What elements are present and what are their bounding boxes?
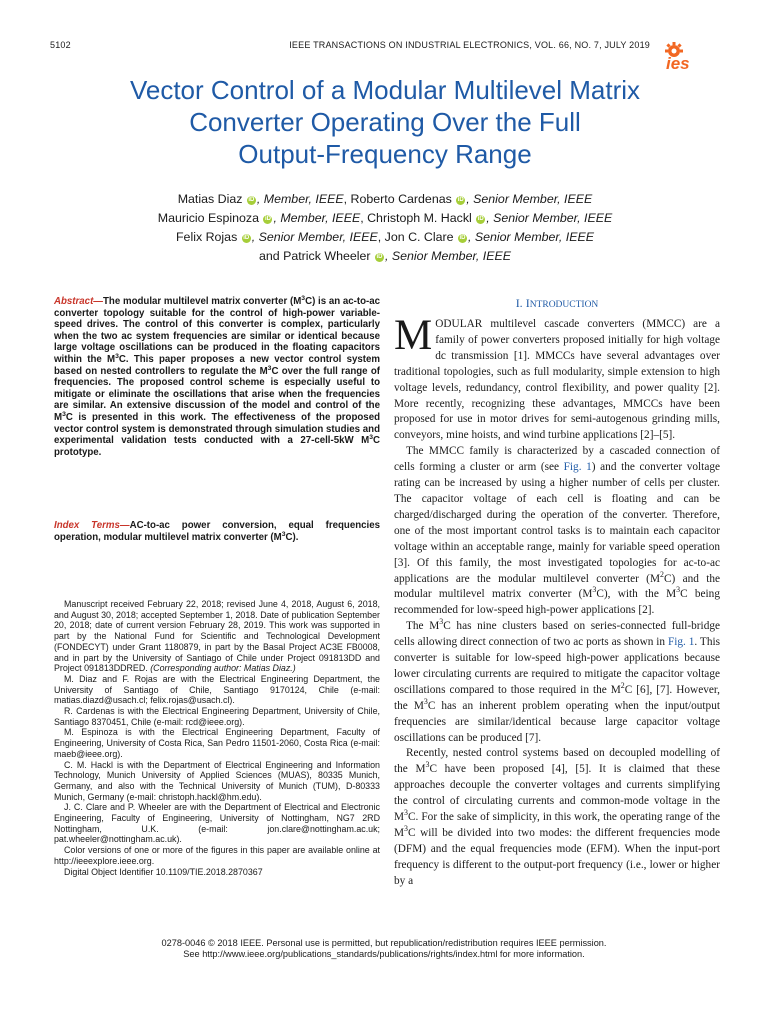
abstract-label: Abstract— [54,296,103,307]
author-name: Felix Rojas [175,230,238,244]
figure-link[interactable]: Fig. 1 [563,461,592,474]
author-list: Matias Diaz iD , Member, IEEE, Roberto Cardenas iD , Senior Member, IEEE Mauricio Espinoza iD , Member, IEEE, Christoph M. Hackl iD , Senior Member, IEEE Felix Rojas iD , Senior Member, IEEE, Jon C. Clare iD , Senior Member, IEEE and Patrick Wheeler iD , Senior Member, IEEE [157,192,613,263]
copyright-line: 0278-0046 © 2018 IEEE. Personal use is permitted, but republication/redistribution requires IEEE permission. [161,938,607,948]
note-affiliation: J. C. Clare and P. Wheeler are with the Department of Electrical and Electronic Engineering, Faculty of Engineering, University of Nottingham, NG7 2RD Nottingham, U.K. (e-mail: jon.clare@nottingham.ac.uk; pat.wheeler@nottingham.ac.uk). [54,802,380,845]
copyright-footer [54,938,714,960]
orcid-icon[interactable]: iD [248,197,255,203]
author-name: Matias Diaz [177,192,243,206]
paper-title [40,74,730,170]
orcid-icon[interactable]: iD [264,216,271,222]
abstract: Abstract—The modular multilevel matrix converter $(M^3C)$ is an ac-to-ac converter topology suitable for the control of high-power variable-speed drives. The control of this converter is complex, particularly when the two ac system frequencies are similar or identical because large voltage oscillations can be produced in the floating capacitors within the $M^3C$. This paper proposes a new vector control system based on nested controllers to regulate the $M^3C$ over the full range of frequencies. The proposed control scheme is especially useful to mitigate or eliminate the oscillations that arise when the frequencies are similar. An extensive discussion of the model and control of the $M^3C$ is presented in this work. The effectiveness of the proposed vector control system is demonstrated through simulation studies and experimental validation tests conducted with a 27-cell-5kW $M^3C$ prototype. [54,294,381,458]
note-manuscript: Manuscript received February 22, 2018; revised June 4, 2018, August 6, 2018, and August 30, 2018; accepted September 1, 2018. Date of publication September 20, 2018; date of current version February 28, 2019. This work was supported in part by the National Fund for Scientific and Technological Development (FONDECYT) under Grant 1180879, in part by the Basal Project AC3E FB0008, and in part by the University of Santiago of Chile under Project 091813DD and Project 091813DDRED. (Corresponding author: Matias Diaz.) [54,599,380,674]
intro-paragraph: Recently, nested control systems based on decoupled modelling of the $M^3C$ have been proposed [4], [5]. It is claimed that these approaches decouple the converter voltages and currents simplifying the control of circulating currents and common-mode voltage in the $M^3C$. For the sake of simplicity, in this work, the operating range of the $M^3C$ will be divided into two modes: the different frequencies mode (DFM) and the equal frequencies mode (EFM). When the input-port frequency is different to the output-port frequency (i.e., lower or higher by a [394,747,720,887]
journal-header: IEEE TRANSACTIONS ON INDUSTRIAL ELECTRONICS, VOL. 66, NO. 7, JULY 2019 [289,40,650,50]
title-line: Vector Control of a Modular Multilevel Matrix [129,75,641,105]
figure-link[interactable]: Fig. 1 [667,636,695,649]
author-name: , Roberto Cardenas [343,192,452,206]
note-doi: Digital Object Identifier 10.1109/TIE.2018.2870367 [64,866,263,877]
section-heading: I. INTRODUCTION [515,296,599,310]
rights-link-line: See http://www.ieee.org/publications_standards/publications/rights/index.html for more information. [183,949,585,959]
note-affiliation: M. Espinoza is with the Electrical Engineering Department, Faculty of Engineering, University of Costa Rica, San Pedro 11501-2060, Costa Rica (e-mail: maeb@ieee.org). [54,727,380,759]
index-terms-label: Index Terms— [54,520,130,531]
logo-text: ies [666,54,690,71]
introduction [394,296,720,890]
orcid-icon[interactable]: iD [459,235,466,241]
drop-cap: M [394,312,433,359]
ies-logo [660,41,716,71]
running-header [50,40,650,54]
note-color-versions: Color versions of one or more of the figures in this paper are available online at http://ieeexplore.ieee.org. [54,845,380,866]
author-name: , Christoph M. Hackl [360,211,472,225]
note-affiliation: C. M. Hackl is with the Department of Electrical Engineering and Information Technology, Munich University of Applied Sciences (MUAS), 80335 Munich, Germany, and also with the Technical University of Munich (TUM), D-80333 Munich, Germany (e-mail: christoph.hackl@hm.edu). [54,759,380,802]
author-name: and Patrick Wheeler [258,249,371,263]
orcid-icon[interactable]: iD [243,235,250,241]
intro-paragraph: The $M^3C$ has nine clusters based on series-connected full-bridge cells allowing direct connection of two ac ports as shown in Fig. 1. This converter is suitable for low-speed high-power applications because lower circulating currents are required to mitigate the capacitor voltage oscillations compared to those required in the $M^2C$ [6], [7]. However, the $M^3C$ has an inherent problem operating when the input/output frequencies are similar/identical because large capacitor voltage oscillations can be produced [7]. [394,617,721,744]
author-name: , Jon C. Clare [377,230,454,244]
orcid-icon[interactable]: iD [477,216,484,222]
page-number: 5102 [50,40,71,50]
intro-paragraph: The MMCC family is characterized by a cascaded connection of cells forming a cluster or arm (see Fig. 1) and the converter voltage rating can be increased by using a higher number of cells per cluster. The capacitor voltage of each cell is floating and can be charged/discharged during the operation of the converter. Therefore, one of the most important control tasks is to maintain each capacitor voltage within an acceptable range, mainly for variable speed operation [3]. Of this family, the most investigated topologies for ac-to-ac applications are the modular multilevel converter $(M^2C)$ and the modular multilevel matrix converter $(M^3C)$, with the $M^3C$ being recommended for low-speed high-power applications [2]. [394,445,720,617]
intro-paragraph: MODULAR multilevel cascade converters (MMCC) are a family of power converters proposed initially for high voltage dc transmission [1]. MMCCs have several advantages over traditional topologies, such as full modularity, simple extension to high voltage levels, redundancy, control flexibility, and power quality [2]. More recently, recognizing these advantages, MMCCs have been proposed for use in motor drives for semi-autogenous grinding mills, conveyors, mine hoists, and wind turbine applications [2]–[5]. [394,312,720,442]
orcid-icon[interactable]: iD [376,254,383,260]
author-notes [54,599,380,877]
note-affiliation: M. Diaz and F. Rojas are with the Electrical Engineering Department, the University of Santiago of Chile, Santiago 9170124, Chile (e-mail: matias.diazd@usach.cl; felix.rojas@usach.cl). [54,673,380,706]
title-line: Output-Frequency Range [238,139,532,169]
index-terms: Index Terms—AC-to-ac power conversion, equal frequencies operation, modular multilevel matrix converter $(M^3C)$. [54,520,380,543]
orcid-icon[interactable]: iD [457,197,464,203]
title-line: Converter Operating Over the Full [189,107,581,137]
author-name: Mauricio Espinoza [157,211,259,225]
note-affiliation: R. Cardenas is with the Electrical Engineering Department, University of Chile, Santiago 8370451, Chile (e-mail: rcd@ieee.org). [54,706,380,727]
